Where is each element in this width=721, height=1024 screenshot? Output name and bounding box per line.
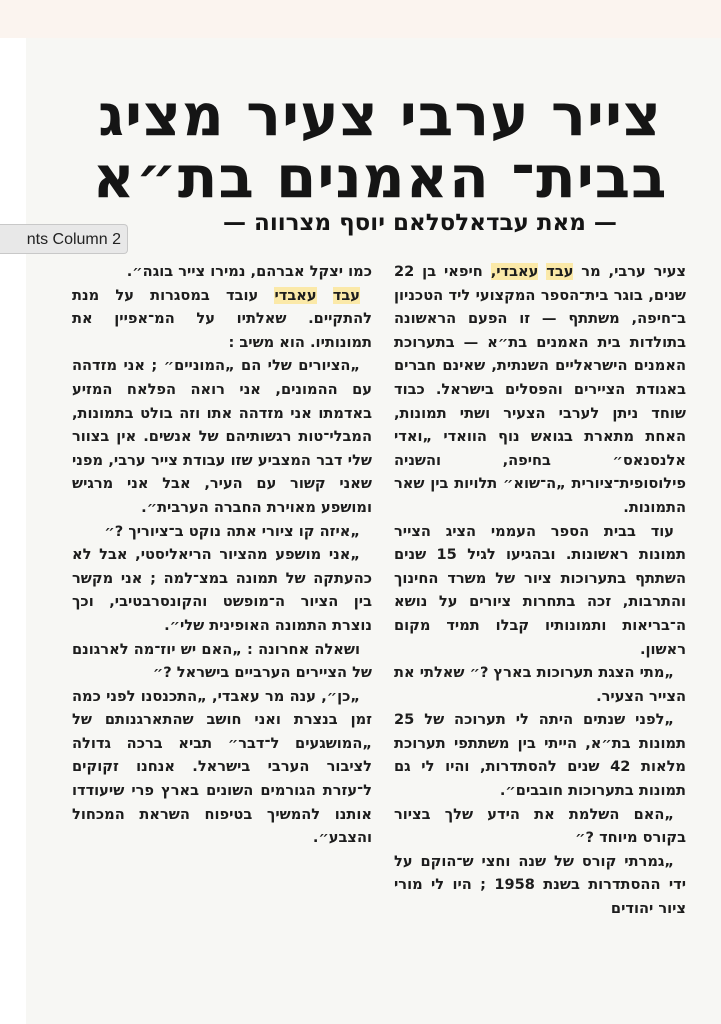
column-2-paragraph-6: ושאלה אחרונה : „האם יש יוז־מה לארגונם של הציירים הערביים בישראל ?״	[72, 640, 372, 682]
viewer-left-margin	[0, 38, 26, 1024]
article-column-1	[394, 260, 686, 1024]
column-1-paragraph-1	[394, 260, 686, 520]
highlighted-name-abd[interactable]: עבד	[546, 263, 574, 280]
column-1-paragraph-5: „האם השלמת את הידע שלך בציור בקורס מיוחד ?״	[394, 805, 686, 847]
article-column-2	[72, 260, 372, 1024]
column-2-paragraph-1	[72, 260, 372, 284]
column-2-paragraph-3: „הציורים שלי הם „המוניים״ ; אני מזדהה עם ההמונים, אני רואה הפלאח המזיע באדמתו אני מזדהה אתו וזה בולט בתמונות, המבלי־טות רגשותיהם של אנשים. אין בצוור שלי דבר המצביע שזו עבודת צייר ערבי, מפני שאני קשור עם העיר, אבל אני מרגיש ומושפע מאוירת החברה הערבית״.	[72, 357, 372, 516]
column-2-paragraph-2	[72, 284, 372, 355]
column-2-paragraph-7: „כן״, ענה מר עאבדי, „התכנסנו לפני כמה זמן בנצרת ואני חושב שהתארגנותם של „המושגעים ל־דבר״ תביא ברכה גדולה לציבור הערבי בישראל. אנחנו זקוקים ל־עזרת הגורמים השונים בארץ פרי שיעודדו אותנו להמשיך בטיפוח השראת המכחול והצבע״.	[72, 687, 372, 847]
column-2-text: כמו יצקל אברהם, נמירו	[210, 263, 372, 280]
column-1-paragraph-6: „גמרתי קורס של שנה וחצי ש־הוקם על ידי ההסתדרות בשנת 1958 ; היו לי מורי ציור יהודים	[394, 852, 686, 918]
lead-continuation: חיפאי בן 22 שנים, בוגר בית־הספר המקצועי ליד הטכניון ב־חיפה, משתתף — זו הפעם הראשונה בתולדות בית האמנים בת״א — בתערוכת האמנים הישראליים השנתית, שאינם חברים באגודת הציירים והפסלים בישראל. כבוד שוחד ניתן לערבי הצעיר ושתי תמונות, האחת מתארת בגואש נוף הוואדי „ואדי אלנסנאס״ בחיפה, והשניה פילוסופית־ציורית „ה־שוא״ תלויות בין שאר התמונות.	[394, 263, 686, 516]
highlighted-name-abd-2[interactable]: עבד	[332, 286, 360, 304]
column-2-text-end: צייר בוגה״.	[126, 263, 211, 280]
headline-line-1: צייר ערבי צעיר מציג	[98, 81, 662, 149]
browser-top-bar	[0, 0, 721, 38]
headline-line-2: בבית־ האמנים בת״א	[92, 143, 668, 211]
column-1-paragraph-3: „מתי הצגת תערוכות בארץ ?״ שאלתי את הצייר הצעיר.	[394, 664, 686, 705]
column-1-paragraph-4: „לפני שנתים היתה לי תערוכה של 25 תמונות בת״א, הייתי בין משתתפי תערוכת מלאות 42 שנים להסתדרות, והיו לי גם תמונות בתערוכות חובבים״.	[394, 711, 686, 800]
space	[317, 287, 333, 304]
highlighted-name-abdi-2[interactable]: עאבדי	[274, 286, 317, 304]
column-2-paragraph-4: „איזה קו ציורי אתה נוקט ב־ציוריך ?״	[104, 522, 360, 540]
column-2-text: עובד במסגרות על מנת להתקיים. שאלתיו על המ־אפיין את תמונותיו. הוא משיב :	[72, 286, 372, 351]
byline: — מאת עבדאלסלאם יוסף מצרווה —	[223, 210, 617, 236]
highlighted-name-abdi[interactable]: עאבדי,	[490, 263, 539, 280]
lead-text: צעיר ערבי, מר	[573, 263, 686, 280]
column-tooltip: nts Column 2	[0, 224, 128, 254]
newspaper-clipping	[26, 38, 721, 1024]
column-2-paragraph-5: „אני מושפע מהציור הריאליסטי, אבל לא כהעתקה של תמונה במצ־למה ; אני מקשר בין הציור ה־מופשט והקונסרבטיבי, וכך נוצרת התמונה האופינית שלי״.	[72, 546, 372, 634]
column-1-paragraph-2: עוד בבית הספר העממי הציג הצייר תמונות ראשונות. ובהגיעו לגיל 15 שנים השתתף בתערוכות ציור של משרד החינוך והתרבות, זכה בתחרות ציורים על נושא ה־בריאות ותמונותיו קבלו תמיד מקום ראשון.	[394, 522, 686, 658]
